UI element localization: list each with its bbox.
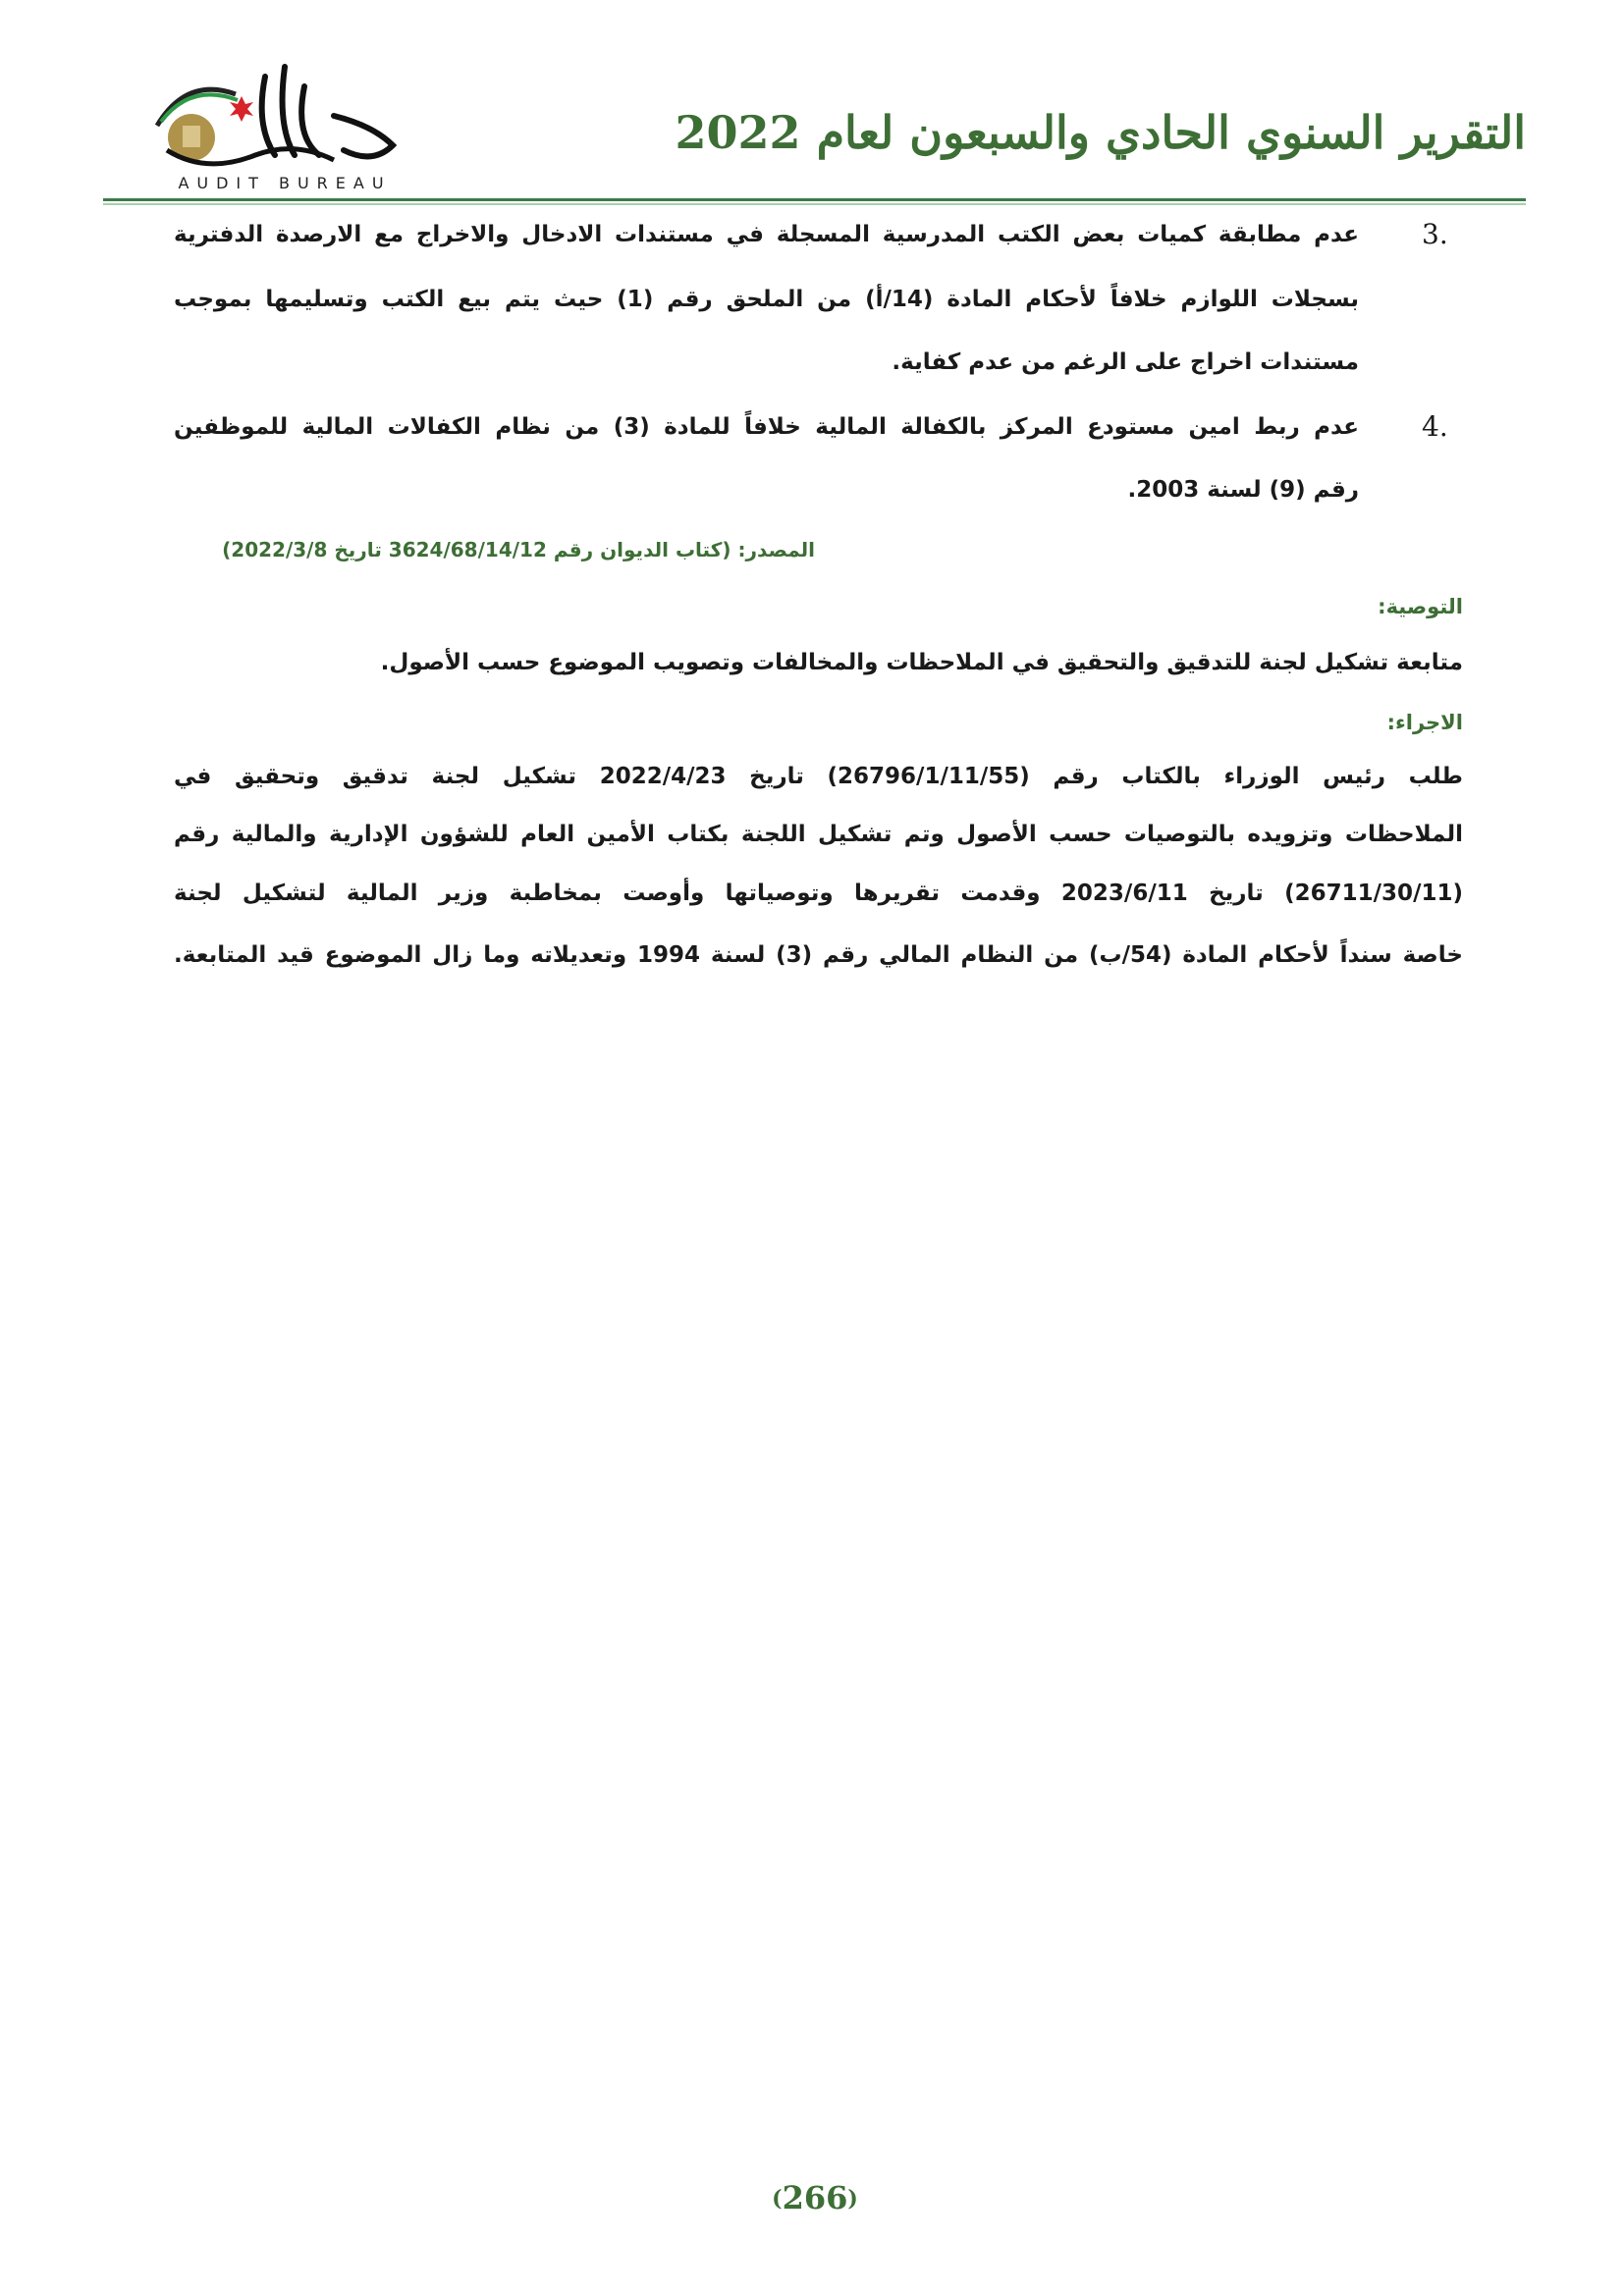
item-line: رقم (9) لسنة 2003. <box>1127 477 1359 503</box>
action-line: (26711/30/11) تاريخ 2023/6/11 وقدمت تقريرها وتوصياتها وأوصت بمخاطبة وزير المالية لتشكيل لجنة <box>174 881 1463 906</box>
header-divider <box>103 198 1526 201</box>
item-line: بسجلات اللوازم خلافاً لأحكام المادة (14/أ) من الملحق رقم (1) حيث يتم بيع الكتب وتسليمها بموجب <box>174 287 1359 312</box>
action-heading: الاجراء: <box>1386 711 1463 734</box>
report-title: التقرير السنوي الحادي والسبعون لعام 2022 <box>675 106 1526 159</box>
page-number-value: 266 <box>782 2179 848 2216</box>
source-reference: المصدر: (كتاب الديوان رقم 3624/68/14/12 تاريخ 2022/3/8) <box>222 538 815 561</box>
recommendation-heading: التوصية: <box>1378 595 1463 618</box>
page-number-paren: ( <box>772 2186 783 2212</box>
logo-emblem-icon <box>147 57 422 194</box>
item-line: مستندات اخراج على الرغم من عدم كفاية. <box>892 349 1359 375</box>
action-line: الملاحظات وتزويده بالتوصيات حسب الأصول وتم تشكيل اللجنة بكتاب الأمين العام للشؤون الإدارية والمالية رقم <box>174 822 1463 847</box>
audit-bureau-logo <box>147 57 422 194</box>
item-number: 3. <box>1422 218 1448 250</box>
page-number-paren: ) <box>847 2186 858 2212</box>
action-line: طلب رئيس الوزراء بالكتاب رقم (26796/1/11/55) تاريخ 2022/4/23 تشكيل لجنة تدقيق وتحقيق في <box>174 764 1463 789</box>
action-line: خاصة سنداً لأحكام المادة (54/ب) من النظام المالي رقم (3) لسنة 1994 وتعديلاته وما زال الموضوع قيد المتابعة. <box>174 942 1463 968</box>
header-divider-light <box>103 203 1526 205</box>
recommendation-text: متابعة تشكيل لجنة للتدقيق والتحقيق في الملاحظات والمخالفات وتصويب الموضوع حسب الأصول. <box>380 650 1463 675</box>
item-number: 4. <box>1422 410 1448 443</box>
item-line: عدم مطابقة كميات بعض الكتب المدرسية المسجلة في مستندات الادخال والاخراج مع الارصدة الدفترية <box>174 222 1359 247</box>
logo-text: AUDIT BUREAU <box>178 174 392 192</box>
item-line: عدم ربط امين مستودع المركز بالكفالة المالية خلافاً للمادة (3) من نظام الكفالات المالية للموظفين <box>174 414 1359 440</box>
page-number <box>766 2179 864 2216</box>
